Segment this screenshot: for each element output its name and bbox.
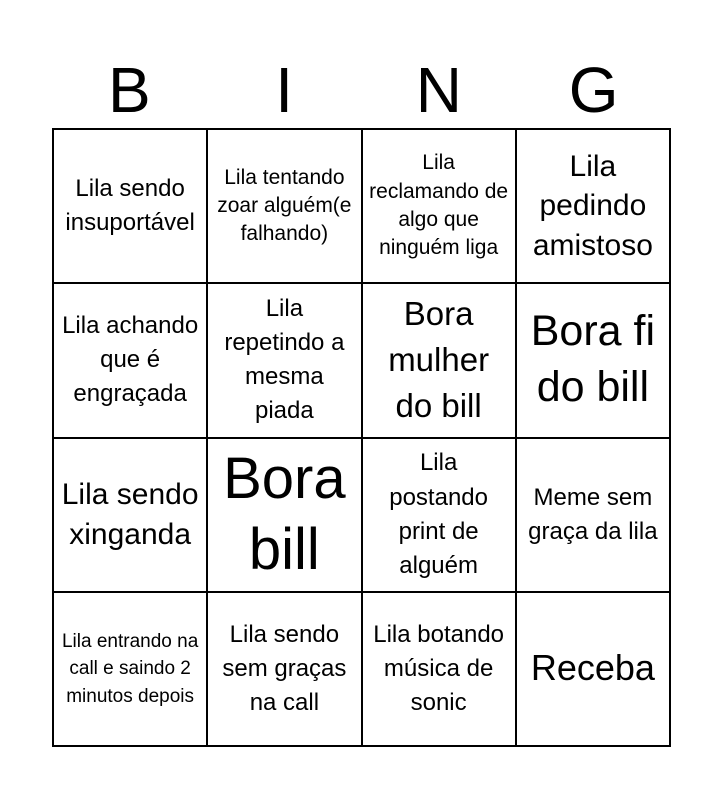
bingo-header: [52, 52, 671, 128]
bingo-cell[interactable]: Bora mulher do bill: [362, 283, 516, 437]
bingo-cell[interactable]: Bora fi do bill: [516, 283, 670, 437]
bingo-cell[interactable]: Lila botando música de sonic: [362, 592, 516, 746]
bingo-cell[interactable]: Lila sendo sem graças na call: [207, 592, 361, 746]
bingo-cell[interactable]: Meme sem graça da lila: [516, 438, 670, 592]
bingo-cell[interactable]: Lila sendo xinganda: [53, 438, 207, 592]
bingo-cell[interactable]: Lila sendo insuportável: [53, 129, 207, 283]
bingo-cell[interactable]: Bora bill: [207, 438, 361, 592]
bingo-cell[interactable]: Lila tentando zoar alguém(e falhando): [207, 129, 361, 283]
bingo-cell[interactable]: Receba: [516, 592, 670, 746]
bingo-cell[interactable]: Lila pedindo amistoso: [516, 129, 670, 283]
header-letter-n: N: [415, 54, 462, 126]
bingo-cell[interactable]: Lila entrando na call e saindo 2 minutos depois: [53, 592, 207, 746]
bingo-cell[interactable]: Lila postando print de alguém: [362, 438, 516, 592]
bingo-cell[interactable]: Lila achando que é engraçada: [53, 283, 207, 437]
header-letter-b: B: [108, 54, 151, 126]
bingo-grid: [52, 128, 671, 747]
bingo-cell[interactable]: Lila reclamando de algo que ninguém liga: [362, 129, 516, 283]
header-letter-g: G: [568, 54, 619, 126]
header-letter-i: I: [275, 54, 294, 126]
bingo-cell[interactable]: Lila repetindo a mesma piada: [207, 283, 361, 437]
